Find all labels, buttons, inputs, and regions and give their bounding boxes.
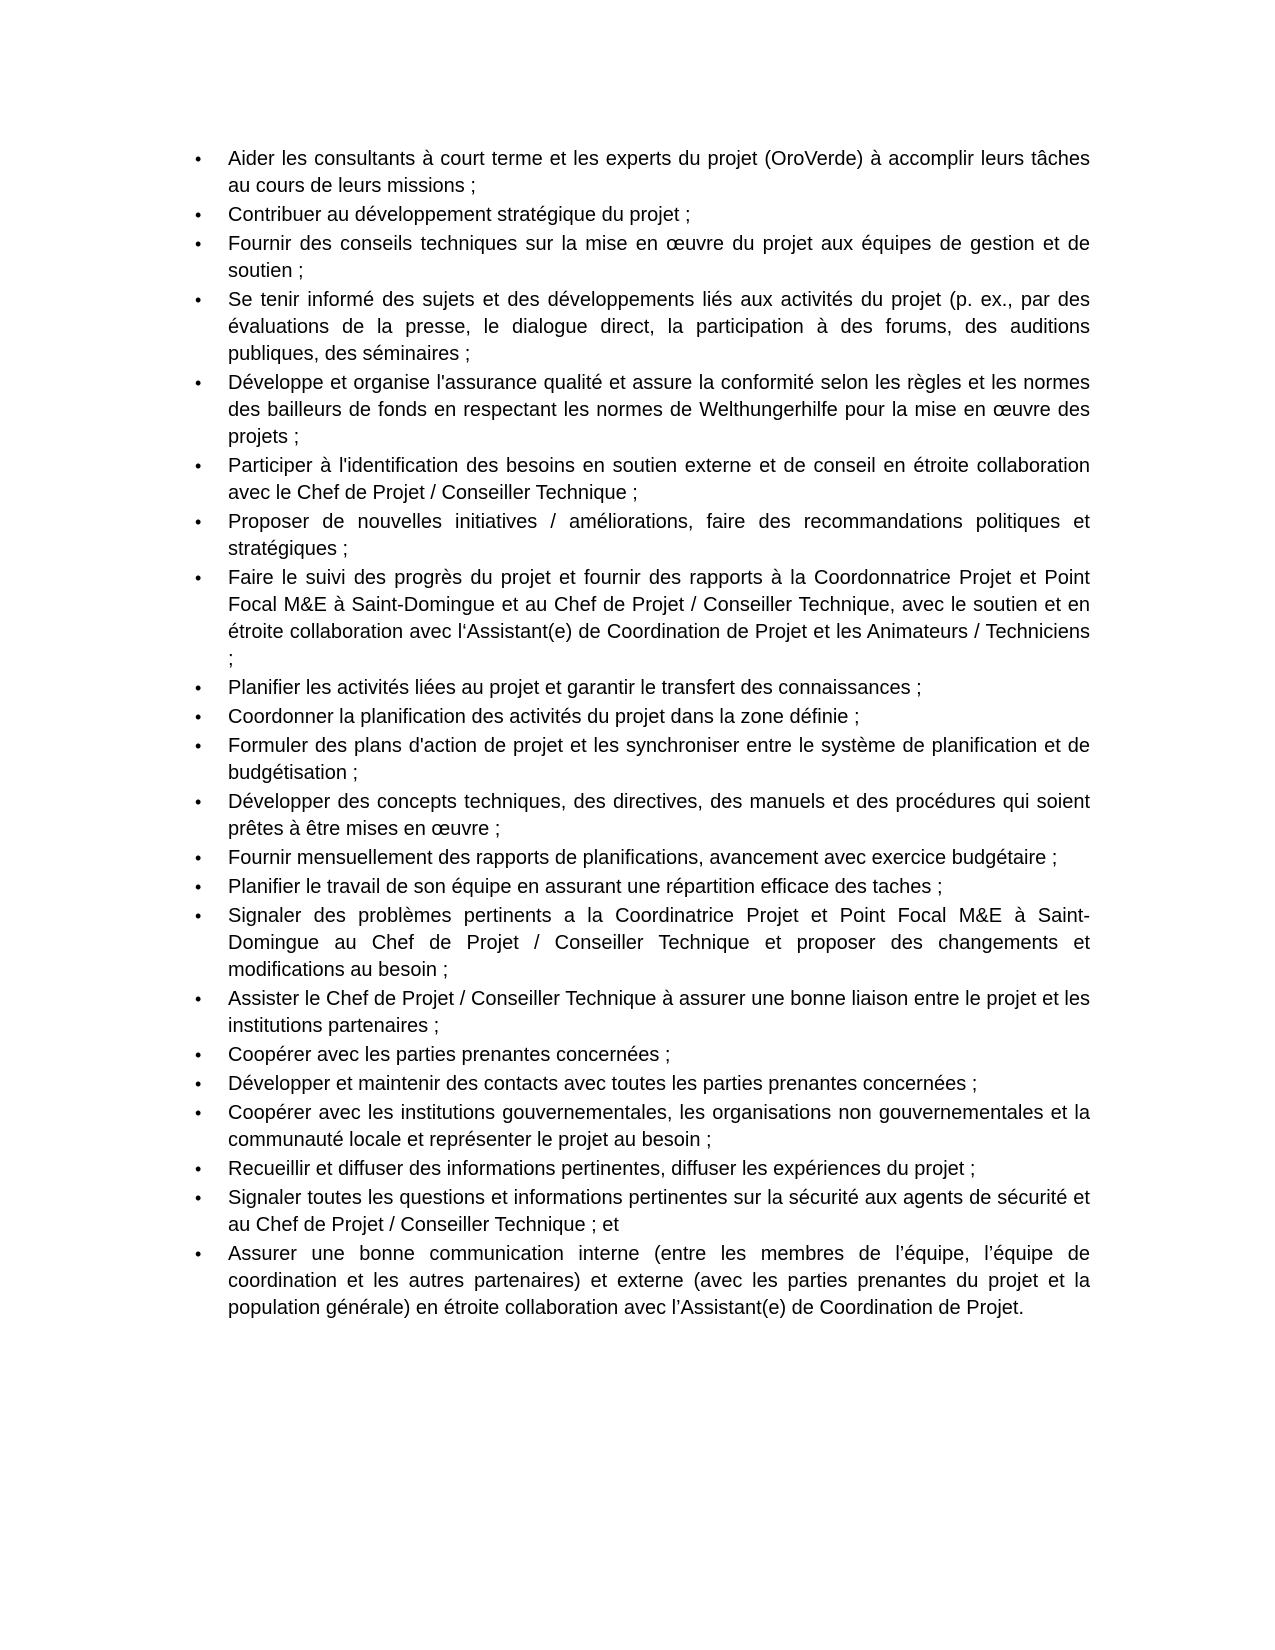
- list-item: [193, 509, 1090, 563]
- bullet-icon: •: [195, 373, 202, 393]
- bullet-text: Planifier les activités liées au projet et garantir le transfert des connaissances ;: [228, 677, 922, 699]
- bullet-text: Fournir des conseils techniques sur la mise en œuvre du projet aux équipes de gestion et de soutien ;: [228, 233, 1090, 282]
- bullet-text: Assister le Chef de Projet / Conseiller Technique à assurer une bonne liaison entre le projet et les institutions partenaires ;: [228, 988, 1090, 1037]
- bullet-text: Participer à l'identification des besoins en soutien externe et de conseil en étroite collaboration avec le Chef de Projet / Conseiller Technique ;: [228, 455, 1090, 504]
- list-item: [193, 1100, 1090, 1154]
- bullet-text: Coordonner la planification des activités du projet dans la zone définie ;: [228, 706, 860, 728]
- bullet-text: Développer et maintenir des contacts avec toutes les parties prenantes concernées ;: [228, 1073, 978, 1095]
- bullet-text: Planifier le travail de son équipe en assurant une répartition efficace des taches ;: [228, 876, 943, 898]
- bullet-icon: •: [195, 1159, 202, 1179]
- bullet-icon: •: [195, 1074, 202, 1094]
- bullet-icon: •: [195, 149, 202, 169]
- bullet-text: Signaler des problèmes pertinents a la Coordinatrice Projet et Point Focal M&E à Saint-Domingue au Chef de Projet / Conseiller Technique et proposer des changements et modifications au besoin ;: [228, 905, 1090, 981]
- bullet-text: Assurer une bonne communication interne (entre les membres de l’équipe, l’équipe de coordination et les autres partenaires) et externe (avec les parties prenantes du projet et la population générale) en étroite collaboration avec l’Assistant(e) de Coordination de Projet.: [228, 1243, 1090, 1319]
- list-item: [193, 845, 1090, 872]
- bullet-icon: •: [195, 234, 202, 254]
- bullet-icon: •: [195, 1244, 202, 1264]
- bullet-icon: •: [195, 1103, 202, 1123]
- bullet-text: Proposer de nouvelles initiatives / améliorations, faire des recommandations politiques et stratégiques ;: [228, 511, 1090, 560]
- list-item: [193, 733, 1090, 787]
- list-item: [193, 675, 1090, 702]
- list-item: [193, 874, 1090, 901]
- list-item: [193, 231, 1090, 285]
- bullet-icon: •: [195, 290, 202, 310]
- list-item: [193, 789, 1090, 843]
- document-body: [193, 146, 1090, 1324]
- list-item: [193, 704, 1090, 731]
- list-item: [193, 1185, 1090, 1239]
- bullet-icon: •: [195, 456, 202, 476]
- list-item: [193, 453, 1090, 507]
- list-item: [193, 986, 1090, 1040]
- bullet-icon: •: [195, 205, 202, 225]
- bullet-text: Fournir mensuellement des rapports de planifications, avancement avec exercice budgétaire ;: [228, 847, 1058, 869]
- bullet-text: Signaler toutes les questions et informations pertinentes sur la sécurité aux agents de sécurité et au Chef de Projet / Conseiller Technique ; et: [228, 1187, 1090, 1236]
- bullet-list: [193, 146, 1090, 1322]
- bullet-text: Faire le suivi des progrès du projet et fournir des rapports à la Coordonnatrice Projet et Point Focal M&E à Saint-Domingue et au Chef de Projet / Conseiller Technique, avec le soutien et en étroite collaboration avec l‘Assistant(e) de Coordination de Projet et les Animateurs / Techniciens ;: [228, 567, 1090, 670]
- bullet-icon: •: [195, 568, 202, 588]
- bullet-icon: •: [195, 512, 202, 532]
- bullet-text: Développe et organise l'assurance qualité et assure la conformité selon les règles et les normes des bailleurs de fonds en respectant les normes de Welthungerhilfe pour la mise en œuvre des projets ;: [228, 372, 1090, 448]
- bullet-icon: •: [195, 906, 202, 926]
- bullet-text: Coopérer avec les parties prenantes concernées ;: [228, 1044, 671, 1066]
- list-item: [193, 287, 1090, 368]
- bullet-icon: •: [195, 707, 202, 727]
- bullet-text: Formuler des plans d'action de projet et les synchroniser entre le système de planification et de budgétisation ;: [228, 735, 1090, 784]
- list-item: [193, 370, 1090, 451]
- bullet-text: Coopérer avec les institutions gouvernementales, les organisations non gouvernementales et la communauté locale et représenter le projet au besoin ;: [228, 1102, 1090, 1151]
- bullet-text: Développer des concepts techniques, des directives, des manuels et des procédures qui soient prêtes à être mises en œuvre ;: [228, 791, 1090, 840]
- bullet-icon: •: [195, 736, 202, 756]
- bullet-text: Aider les consultants à court terme et les experts du projet (OroVerde) à accomplir leurs tâches au cours de leurs missions ;: [228, 148, 1090, 197]
- bullet-icon: •: [195, 989, 202, 1009]
- bullet-icon: •: [195, 848, 202, 868]
- bullet-text: Contribuer au développement stratégique du projet ;: [228, 204, 691, 226]
- list-item: [193, 1156, 1090, 1183]
- bullet-text: Se tenir informé des sujets et des développements liés aux activités du projet (p. ex., par des évaluations de la presse, le dialogue direct, la participation à des forums, des auditions publiques, des séminaires ;: [228, 289, 1090, 365]
- list-item: [193, 202, 1090, 229]
- bullet-icon: •: [195, 877, 202, 897]
- bullet-icon: •: [195, 792, 202, 812]
- bullet-icon: •: [195, 678, 202, 698]
- list-item: [193, 565, 1090, 673]
- list-item: [193, 903, 1090, 984]
- bullet-text: Recueillir et diffuser des informations pertinentes, diffuser les expériences du projet ;: [228, 1158, 976, 1180]
- bullet-icon: •: [195, 1045, 202, 1065]
- list-item: [193, 146, 1090, 200]
- list-item: [193, 1042, 1090, 1069]
- bullet-icon: •: [195, 1188, 202, 1208]
- list-item: [193, 1071, 1090, 1098]
- list-item: [193, 1241, 1090, 1322]
